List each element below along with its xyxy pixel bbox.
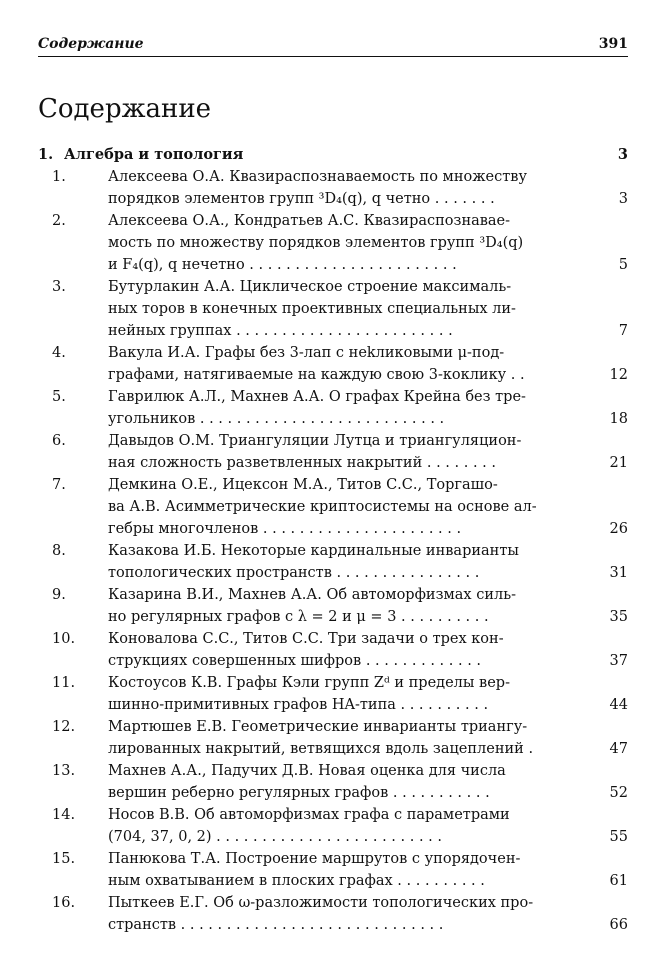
entry-text: Мартюшев Е.В. Геометрические инварианты триангу- лированных накрытий, ветвящихся вдоль зацеплений .: [108, 719, 534, 757]
entry-number: 2.: [52, 213, 66, 229]
entry-text: Гаврилюк А.Л., Махнев А.А. О графах Крейна без тре- угольников . . . . . . . . . . . . . . . . . . . . . . . . . . .: [108, 389, 526, 427]
entry-text: Носов В.В. Об автоморфизмах графа с параметрами (704, 37, 0, 2) . . . . . . . . . . . . . . . . . . . . . . . . .: [108, 807, 510, 845]
entry-page: 52: [609, 785, 628, 801]
running-header-page-number: 391: [598, 36, 628, 52]
entry-number: 3.: [52, 279, 66, 295]
entry-text: Панюкова Т.А. Построение маршрутов с упорядочен- ным охватыванием в плоских графах . . . . . . . . . .: [108, 851, 521, 889]
entry-page: 61: [609, 873, 628, 889]
entry-page: 35: [609, 609, 628, 625]
entry-text: Алексеева О.А., Кондратьев А.С. Квазираспознавае- мость по множеству порядков элементов групп ³D₄(q) и F₄(q), q нечетно . . . . . . . . . . . . . . . . . . . . . . .: [108, 213, 524, 273]
entry-text: Казакова И.Б. Некоторые кардинальные инварианты топологических пространств . . . . . . . . . . . . . . . .: [108, 543, 519, 581]
entry-page: 21: [609, 455, 628, 471]
entry-text: Демкина О.Е., Ицексон М.А., Титов С.С., Торгашо- ва А.В. Асимметрические криптосистемы на основе ал- гебры многочленов . . . . . . . . . . . . . . . . . . . . . .: [108, 477, 537, 537]
entry-text: Бутурлакин А.А. Циклическое строение максималь- ных торов в конечных проективных специальных ли- нейных группах . . . . . . . . . . . . . . . . . . . . . . . .: [108, 279, 516, 339]
entry-text: Коновалова С.С., Титов С.С. Три задачи о трех кон- струкциях совершенных шифров . . . . . . . . . . . . .: [108, 631, 504, 669]
entry-text: Пыткеев Е.Г. Об ω-разложимости топологических про- странств . . . . . . . . . . . . . . . . . . . . . . . . . . . . .: [108, 895, 534, 933]
entry-number: 10.: [52, 631, 76, 647]
toc-entry: [38, 276, 628, 342]
entry-page: 66: [609, 917, 628, 933]
entry-text: Вакула И.А. Графы без 3-лап с неkликовыми μ-под- графами, натягиваемые на каждую свою 3-коклику . .: [108, 345, 525, 383]
toc-section: [38, 144, 628, 166]
toc-entry: [38, 628, 628, 672]
entry-text: Костоусов К.В. Графы Кэли групп Zᵈ и пределы вер- шинно-примитивных графов HA-типа . . . . . . . . . .: [108, 675, 510, 713]
page-title: Содержание: [38, 94, 212, 124]
entry-page: 31: [609, 565, 628, 581]
toc-entry: [38, 540, 628, 584]
entry-number: 14.: [52, 807, 76, 823]
entry-number: 16.: [52, 895, 76, 911]
entry-text: Казарина В.И., Махнев А.А. Об автоморфизмах силь- но регулярных графов с λ = 2 и μ = 3 . . . . . . . . . .: [108, 587, 516, 625]
section-title: Алгебра и топология: [64, 146, 244, 163]
entry-number: 12.: [52, 719, 76, 735]
entry-text: Давыдов О.М. Триангуляции Лутца и триангуляцион- ная сложность разветвленных накрытий . . . . . . . .: [108, 433, 522, 471]
entry-text: Алексеева О.А. Квазираспознаваемость по множеству порядков элементов групп ³D₄(q), q четно . . . . . . .: [108, 169, 527, 207]
entry-page: 3: [618, 191, 628, 207]
toc-entry: [38, 760, 628, 804]
entry-number: 8.: [52, 543, 66, 559]
entry-page: 26: [609, 521, 628, 537]
entry-page: 12: [609, 367, 628, 383]
running-header-title: Содержание: [38, 36, 144, 52]
entry-page: 44: [609, 697, 628, 713]
entry-number: 15.: [52, 851, 76, 867]
entry-number: 9.: [52, 587, 66, 603]
toc-entry: [38, 584, 628, 628]
entry-page: 37: [609, 653, 628, 669]
entry-number: 5.: [52, 389, 66, 405]
running-header: [38, 34, 628, 57]
toc-entry: [38, 386, 628, 430]
toc-entry: [38, 166, 628, 210]
toc-entry: [38, 716, 628, 760]
toc-entry: [38, 672, 628, 716]
entry-number: 6.: [52, 433, 66, 449]
entry-number: 7.: [52, 477, 66, 493]
toc-entry: [38, 210, 628, 276]
toc-entry: [38, 342, 628, 386]
section-page: 3: [617, 146, 628, 163]
entry-page: 18: [609, 411, 628, 427]
entry-number: 13.: [52, 763, 76, 779]
entry-number: 4.: [52, 345, 66, 361]
section-number: 1.: [38, 146, 54, 163]
entry-number: 11.: [52, 675, 76, 691]
toc-entry: [38, 430, 628, 474]
toc-entry: [38, 848, 628, 892]
toc-entry: [38, 474, 628, 540]
entry-text: Махнев А.А., Падучих Д.В. Новая оценка для числа вершин реберно регулярных графов . . . . . . . . . . .: [108, 763, 506, 801]
entry-page: 47: [609, 741, 628, 757]
entry-page: 7: [618, 323, 628, 339]
toc-entry: [38, 804, 628, 848]
entry-page: 55: [609, 829, 628, 845]
toc-entry: [38, 892, 628, 936]
entry-number: 1.: [52, 169, 66, 185]
entry-page: 5: [618, 257, 628, 273]
